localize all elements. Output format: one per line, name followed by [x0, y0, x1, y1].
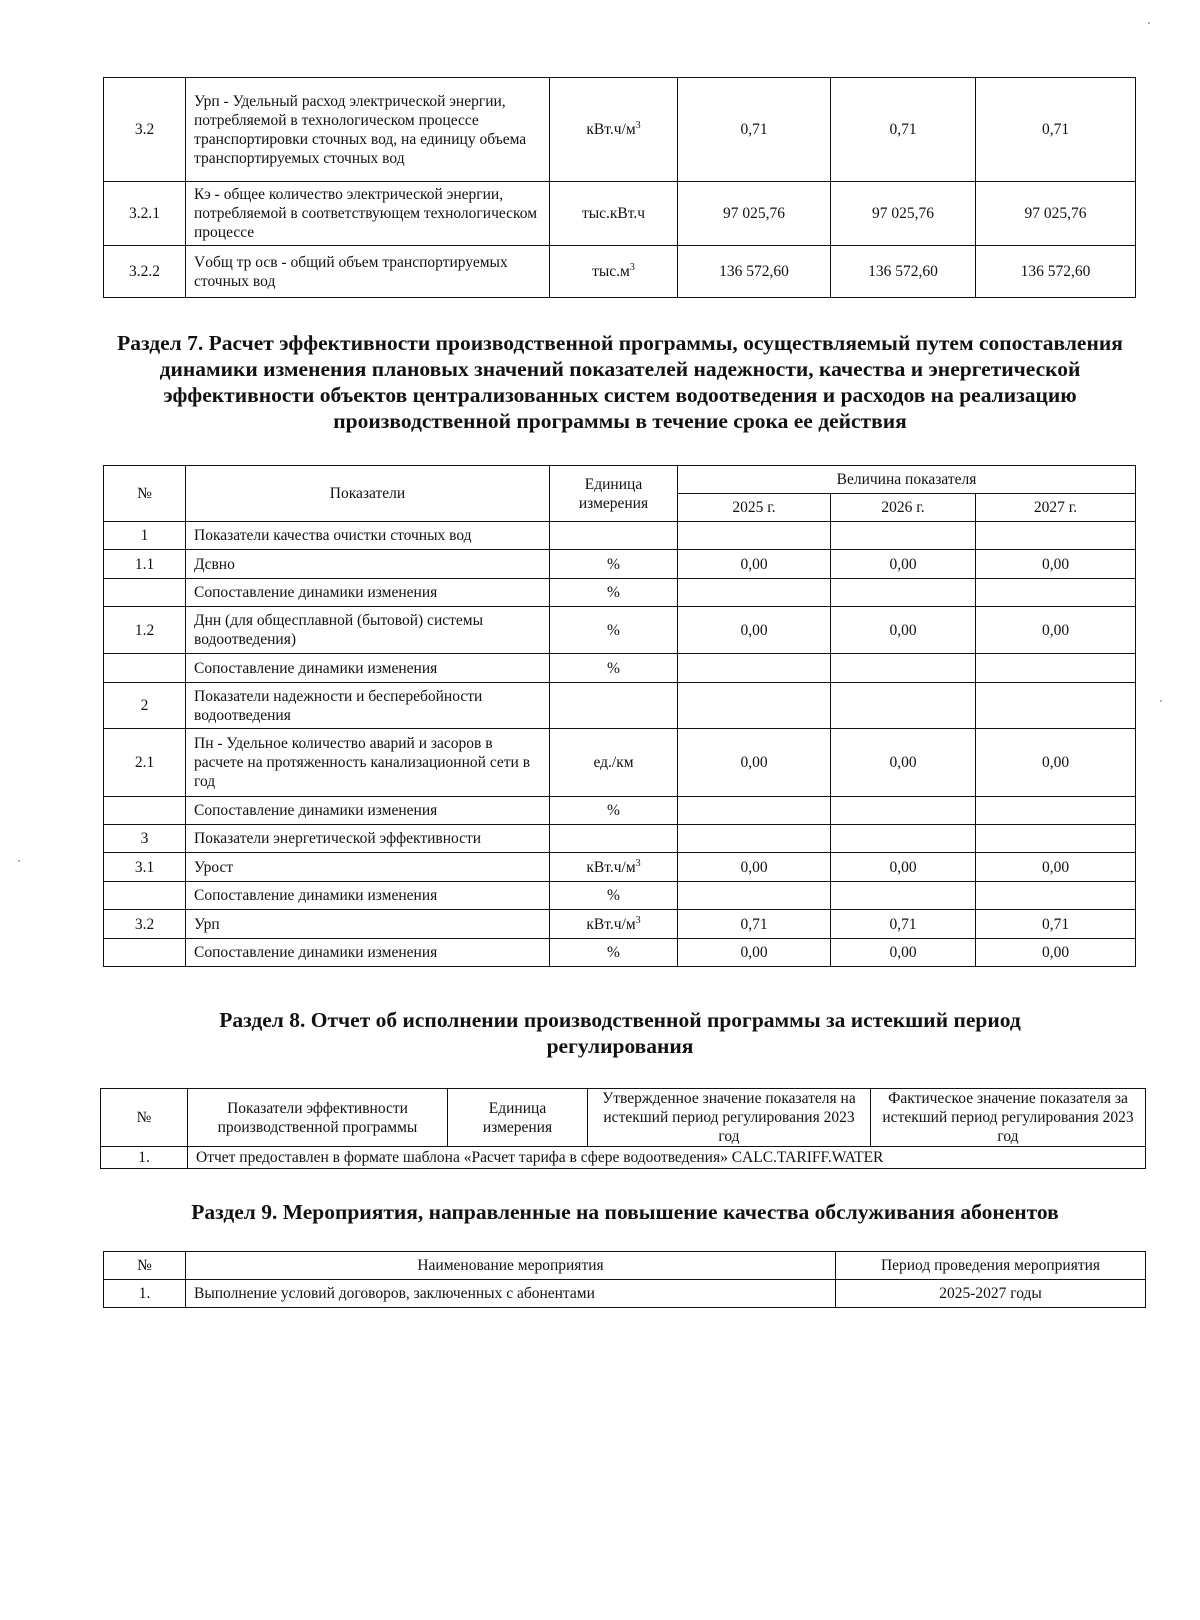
unit-exponent: 3	[635, 857, 641, 869]
unit-cell	[550, 579, 678, 607]
value-2025: 0,00	[678, 729, 831, 797]
value-2027	[976, 579, 1136, 607]
value-2025	[678, 654, 831, 683]
value-2027	[976, 797, 1136, 825]
table-row	[104, 729, 1136, 797]
table-row	[104, 246, 1136, 298]
header-year-2027: 2027 г.	[976, 494, 1136, 522]
row-number: 2	[104, 683, 186, 729]
row-indicator: Сопоставление динамики изменения	[186, 939, 550, 967]
unit-text: ед./км	[593, 754, 634, 771]
s9-row-period: 2025-2027 годы	[836, 1280, 1146, 1308]
s9-row-name: Выполнение условий договоров, заключенных с абонентами	[186, 1280, 836, 1308]
section7-title: Раздел 7. Расчет эффективности производственной программы, осуществляемый путем сопоставления динамики изменения плановых значений показателей надежности, качества и энергетической эффективности объектов централизованных систем водоотведения и расходов на реализацию производственной программы в течение срока ее действия	[117, 331, 1123, 433]
header-year-2026: 2026 г.	[831, 494, 976, 522]
unit-cell	[550, 654, 678, 683]
row-number: 2.1	[104, 729, 186, 797]
row-indicator: Сопоставление динамики изменения	[186, 654, 550, 683]
table-row	[104, 182, 1136, 246]
value-2025: 0,00	[678, 607, 831, 654]
unit-text: %	[607, 887, 620, 904]
s9-header-name: Наименование мероприятия	[186, 1252, 836, 1280]
row-indicator: Пн - Удельное количество аварий и засоров в расчете на протяженность канализационной сети в год	[186, 729, 550, 797]
header-number: №	[104, 466, 186, 522]
value-2025	[678, 825, 831, 853]
value-2026: 97 025,76	[831, 182, 976, 246]
section8-table	[100, 1088, 1146, 1169]
scan-speck	[1148, 22, 1150, 24]
value-2027	[976, 882, 1136, 910]
value-2027	[976, 825, 1136, 853]
top-continuation-table	[103, 77, 1136, 298]
value-2026: 0,00	[831, 853, 976, 882]
value-2026: 0,00	[831, 550, 976, 579]
unit-cell	[550, 910, 678, 939]
row-indicator: Урп - Удельный расход электрической энергии, потребляемой в технологическом процессе транспортировки сточных вод, на единицу объема транспортируемых сточных вод	[186, 78, 550, 182]
section8-title: Раздел 8. Отчет об исполнении производственной программы за истекший период регулирования	[219, 1008, 1021, 1058]
row-number: 3.1	[104, 853, 186, 882]
unit-exponent: 3	[635, 119, 641, 131]
unit-text: %	[607, 584, 620, 601]
row-indicator: Сопоставление динамики изменения	[186, 579, 550, 607]
row-indicator: Показатели надежности и бесперебойности водоотведения	[186, 683, 550, 729]
row-indicator: Кэ - общее количество электрической энергии, потребляемой в соответствующем технологическом процессе	[186, 182, 550, 246]
value-2026	[831, 882, 976, 910]
unit-text: %	[607, 555, 620, 573]
unit-exponent: 3	[635, 914, 641, 926]
value-2026: 136 572,60	[831, 246, 976, 298]
row-number: 3.2.2	[104, 246, 186, 298]
row-number	[104, 654, 186, 683]
value-2025: 0,00	[678, 550, 831, 579]
value-2025: 136 572,60	[678, 246, 831, 298]
value-2025	[678, 797, 831, 825]
unit-exponent: 3	[629, 261, 635, 273]
table-row	[104, 522, 1136, 550]
table-row	[104, 683, 1136, 729]
section9-table	[103, 1251, 1146, 1308]
scan-speck	[18, 860, 20, 862]
unit-text: %	[607, 659, 620, 677]
unit-text: тыс.м	[592, 263, 630, 280]
s9-row-number: 1.	[104, 1280, 186, 1308]
table-row	[104, 853, 1136, 882]
unit-text: %	[607, 944, 620, 961]
row-number: 1.2	[104, 607, 186, 654]
value-2025: 0,71	[678, 910, 831, 939]
row-indicator: Vобщ тр осв - общий объем транспортируемых сточных вод	[186, 246, 550, 298]
value-2026: 0,00	[831, 607, 976, 654]
row-number	[104, 882, 186, 910]
row-indicator: Урп	[186, 910, 550, 939]
header-unit: Единица измерения	[550, 466, 678, 522]
row-number: 3.2.1	[104, 182, 186, 246]
unit-cell	[550, 607, 678, 654]
header-value-group: Величина показателя	[678, 466, 1136, 494]
value-2026: 0,00	[831, 939, 976, 967]
s8-header-actual: Фактическое значение показателя за истекший период регулирования 2023 год	[871, 1089, 1146, 1147]
section7-table	[103, 465, 1136, 967]
value-2027	[976, 654, 1136, 683]
value-2027: 0,71	[976, 78, 1136, 182]
unit-text: кВт.ч/м	[586, 915, 636, 933]
row-number: 1.1	[104, 550, 186, 579]
table-row	[104, 910, 1136, 939]
value-2025	[678, 882, 831, 910]
row-indicator: Сопоставление динамики изменения	[186, 797, 550, 825]
s8-header-number: №	[101, 1089, 188, 1147]
value-2026	[831, 522, 976, 550]
value-2026	[831, 579, 976, 607]
value-2025: 0,00	[678, 853, 831, 882]
value-2025: 97 025,76	[678, 182, 831, 246]
table-row	[104, 939, 1136, 967]
unit-cell	[550, 182, 678, 246]
s9-header-number: №	[104, 1252, 186, 1280]
s9-header-period: Период проведения мероприятия	[836, 1252, 1146, 1280]
value-2026	[831, 825, 976, 853]
row-number	[104, 579, 186, 607]
value-2026: 0,00	[831, 729, 976, 797]
table-row	[104, 607, 1136, 654]
unit-cell	[550, 246, 678, 298]
unit-text: тыс.кВт.ч	[581, 205, 646, 222]
value-2025	[678, 683, 831, 729]
header-year-2025: 2025 г.	[678, 494, 831, 522]
s8-header-approved: Утвержденное значение показателя на истекший период регулирования 2023 год	[588, 1089, 871, 1147]
row-indicator: Показатели качества очистки сточных вод	[186, 522, 550, 550]
unit-cell	[550, 797, 678, 825]
scan-speck	[1160, 700, 1162, 702]
value-2027: 0,00	[976, 939, 1136, 967]
table-row	[104, 579, 1136, 607]
value-2027	[976, 522, 1136, 550]
value-2025: 0,71	[678, 78, 831, 182]
table-row	[104, 797, 1136, 825]
row-number: 1	[104, 522, 186, 550]
unit-text: %	[607, 802, 620, 819]
row-indicator: Урост	[186, 853, 550, 882]
unit-text: кВт.ч/м	[586, 858, 636, 876]
s8-row-number: 1.	[101, 1147, 188, 1169]
row-number: 3.2	[104, 78, 186, 182]
value-2027: 0,00	[976, 550, 1136, 579]
value-2026	[831, 797, 976, 825]
header-indicators: Показатели	[186, 466, 550, 522]
row-number	[104, 939, 186, 967]
unit-cell	[550, 853, 678, 882]
unit-cell	[550, 78, 678, 182]
table-row	[104, 550, 1136, 579]
unit-text: %	[607, 621, 620, 639]
value-2027: 0,71	[976, 910, 1136, 939]
value-2026	[831, 654, 976, 683]
unit-cell	[550, 939, 678, 967]
row-indicator: Сопоставление динамики изменения	[186, 882, 550, 910]
s8-header-unit: Единица измерения	[448, 1089, 588, 1147]
row-number: 3.2	[104, 910, 186, 939]
row-indicator: Дсвно	[186, 550, 550, 579]
table-row	[104, 654, 1136, 683]
section9-title: Раздел 9. Мероприятия, направленные на повышение качества обслуживания абонентов	[191, 1200, 1059, 1224]
value-2027: 0,00	[976, 729, 1136, 797]
row-indicator: Показатели энергетической эффективности	[186, 825, 550, 853]
row-indicator: Днн (для общесплавной (бытовой) системы водоотведения)	[186, 607, 550, 654]
value-2026	[831, 683, 976, 729]
value-2027: 97 025,76	[976, 182, 1136, 246]
unit-cell	[550, 729, 678, 797]
value-2027: 0,00	[976, 607, 1136, 654]
unit-cell	[550, 522, 678, 550]
row-number: 3	[104, 825, 186, 853]
unit-cell	[550, 683, 678, 729]
unit-cell	[550, 550, 678, 579]
unit-cell	[550, 825, 678, 853]
value-2027	[976, 683, 1136, 729]
unit-cell	[550, 882, 678, 910]
value-2025	[678, 579, 831, 607]
value-2027: 136 572,60	[976, 246, 1136, 298]
unit-text: кВт.ч/м	[586, 121, 636, 138]
value-2027: 0,00	[976, 853, 1136, 882]
s8-row-text: Отчет предоставлен в формате шаблона «Расчет тарифа в сфере водоотведения» CALC.TARIFF.WATER	[188, 1147, 1146, 1169]
value-2026: 0,71	[831, 78, 976, 182]
table-row	[104, 78, 1136, 182]
value-2026: 0,71	[831, 910, 976, 939]
value-2025: 0,00	[678, 939, 831, 967]
s8-header-indicators: Показатели эффективности производственной программы	[188, 1089, 448, 1147]
row-number	[104, 797, 186, 825]
table-row	[104, 825, 1136, 853]
table-row	[104, 882, 1136, 910]
value-2025	[678, 522, 831, 550]
